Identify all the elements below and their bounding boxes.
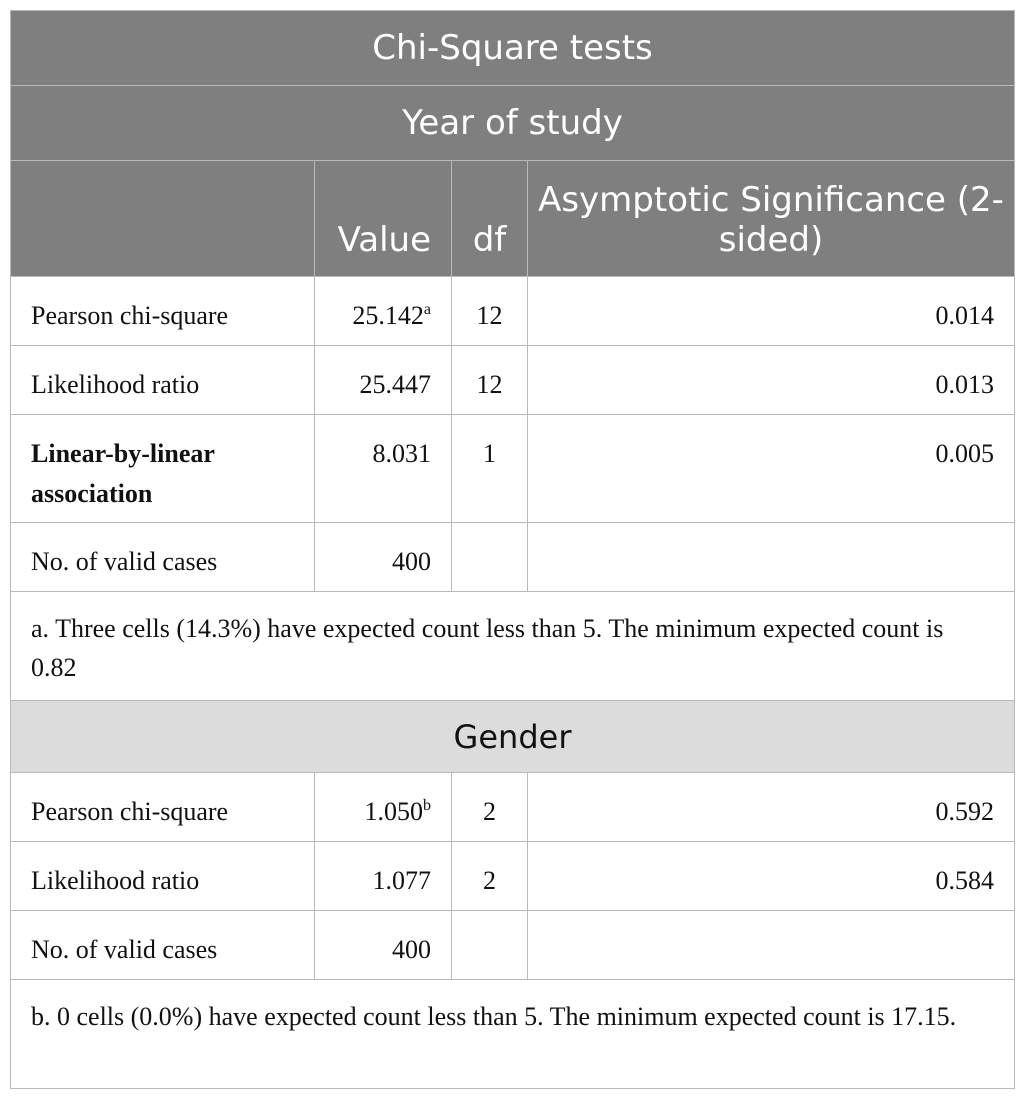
footnote-marker: a <box>423 301 431 318</box>
row-significance: 0.014 <box>528 277 1015 346</box>
row-significance <box>528 523 1015 592</box>
row-label: Pearson chi-square <box>11 277 315 346</box>
row-label: Pearson chi-square <box>11 773 315 842</box>
row-label: Likelihood ratio <box>11 346 315 415</box>
section-header-gender: Gender <box>11 701 1015 773</box>
row-df: 12 <box>452 277 528 346</box>
row-label: Linear-by-linear association <box>11 415 315 523</box>
row-df: 2 <box>452 842 528 911</box>
chi-square-table <box>10 10 1015 1089</box>
column-header-blank <box>11 161 315 277</box>
row-df: 1 <box>452 415 528 523</box>
row-label: No. of valid cases <box>11 523 315 592</box>
column-header-df: df <box>452 161 528 277</box>
row-significance: 0.005 <box>528 415 1015 523</box>
footnote-b: b. 0 cells (0.0%) have expected count less than 5. The minimum expected count is 17.15. <box>11 980 1015 1089</box>
row-df <box>452 911 528 980</box>
row-significance <box>528 911 1015 980</box>
table-row <box>11 842 1015 911</box>
column-header-significance: Asymptotic Significance (2-sided) <box>528 161 1015 277</box>
footnote-a: a. Three cells (14.3%) have expected count less than 5. The minimum expected count is 0.82 <box>11 592 1015 701</box>
row-df <box>452 523 528 592</box>
table-row <box>11 523 1015 592</box>
row-df: 2 <box>452 773 528 842</box>
footnote-marker: b <box>423 797 431 814</box>
table-row <box>11 415 1015 523</box>
row-value: 400 <box>315 911 452 980</box>
row-label: No. of valid cases <box>11 911 315 980</box>
section-header-year: Year of study <box>11 86 1015 161</box>
row-value: 25.142$^a$ <box>315 277 452 346</box>
table-row <box>11 911 1015 980</box>
row-significance: 0.584 <box>528 842 1015 911</box>
table-row <box>11 346 1015 415</box>
row-significance: 0.013 <box>528 346 1015 415</box>
row-value: 25.447 <box>315 346 452 415</box>
row-df: 12 <box>452 346 528 415</box>
row-value: 400 <box>315 523 452 592</box>
column-header-value: Value <box>315 161 452 277</box>
row-value: 1.050$^b$ <box>315 773 452 842</box>
row-label: Likelihood ratio <box>11 842 315 911</box>
row-value: 8.031 <box>315 415 452 523</box>
table-row <box>11 277 1015 346</box>
row-significance: 0.592 <box>528 773 1015 842</box>
row-value: 1.077 <box>315 842 452 911</box>
table-title: Chi-Square tests <box>11 11 1015 86</box>
table-row <box>11 773 1015 842</box>
